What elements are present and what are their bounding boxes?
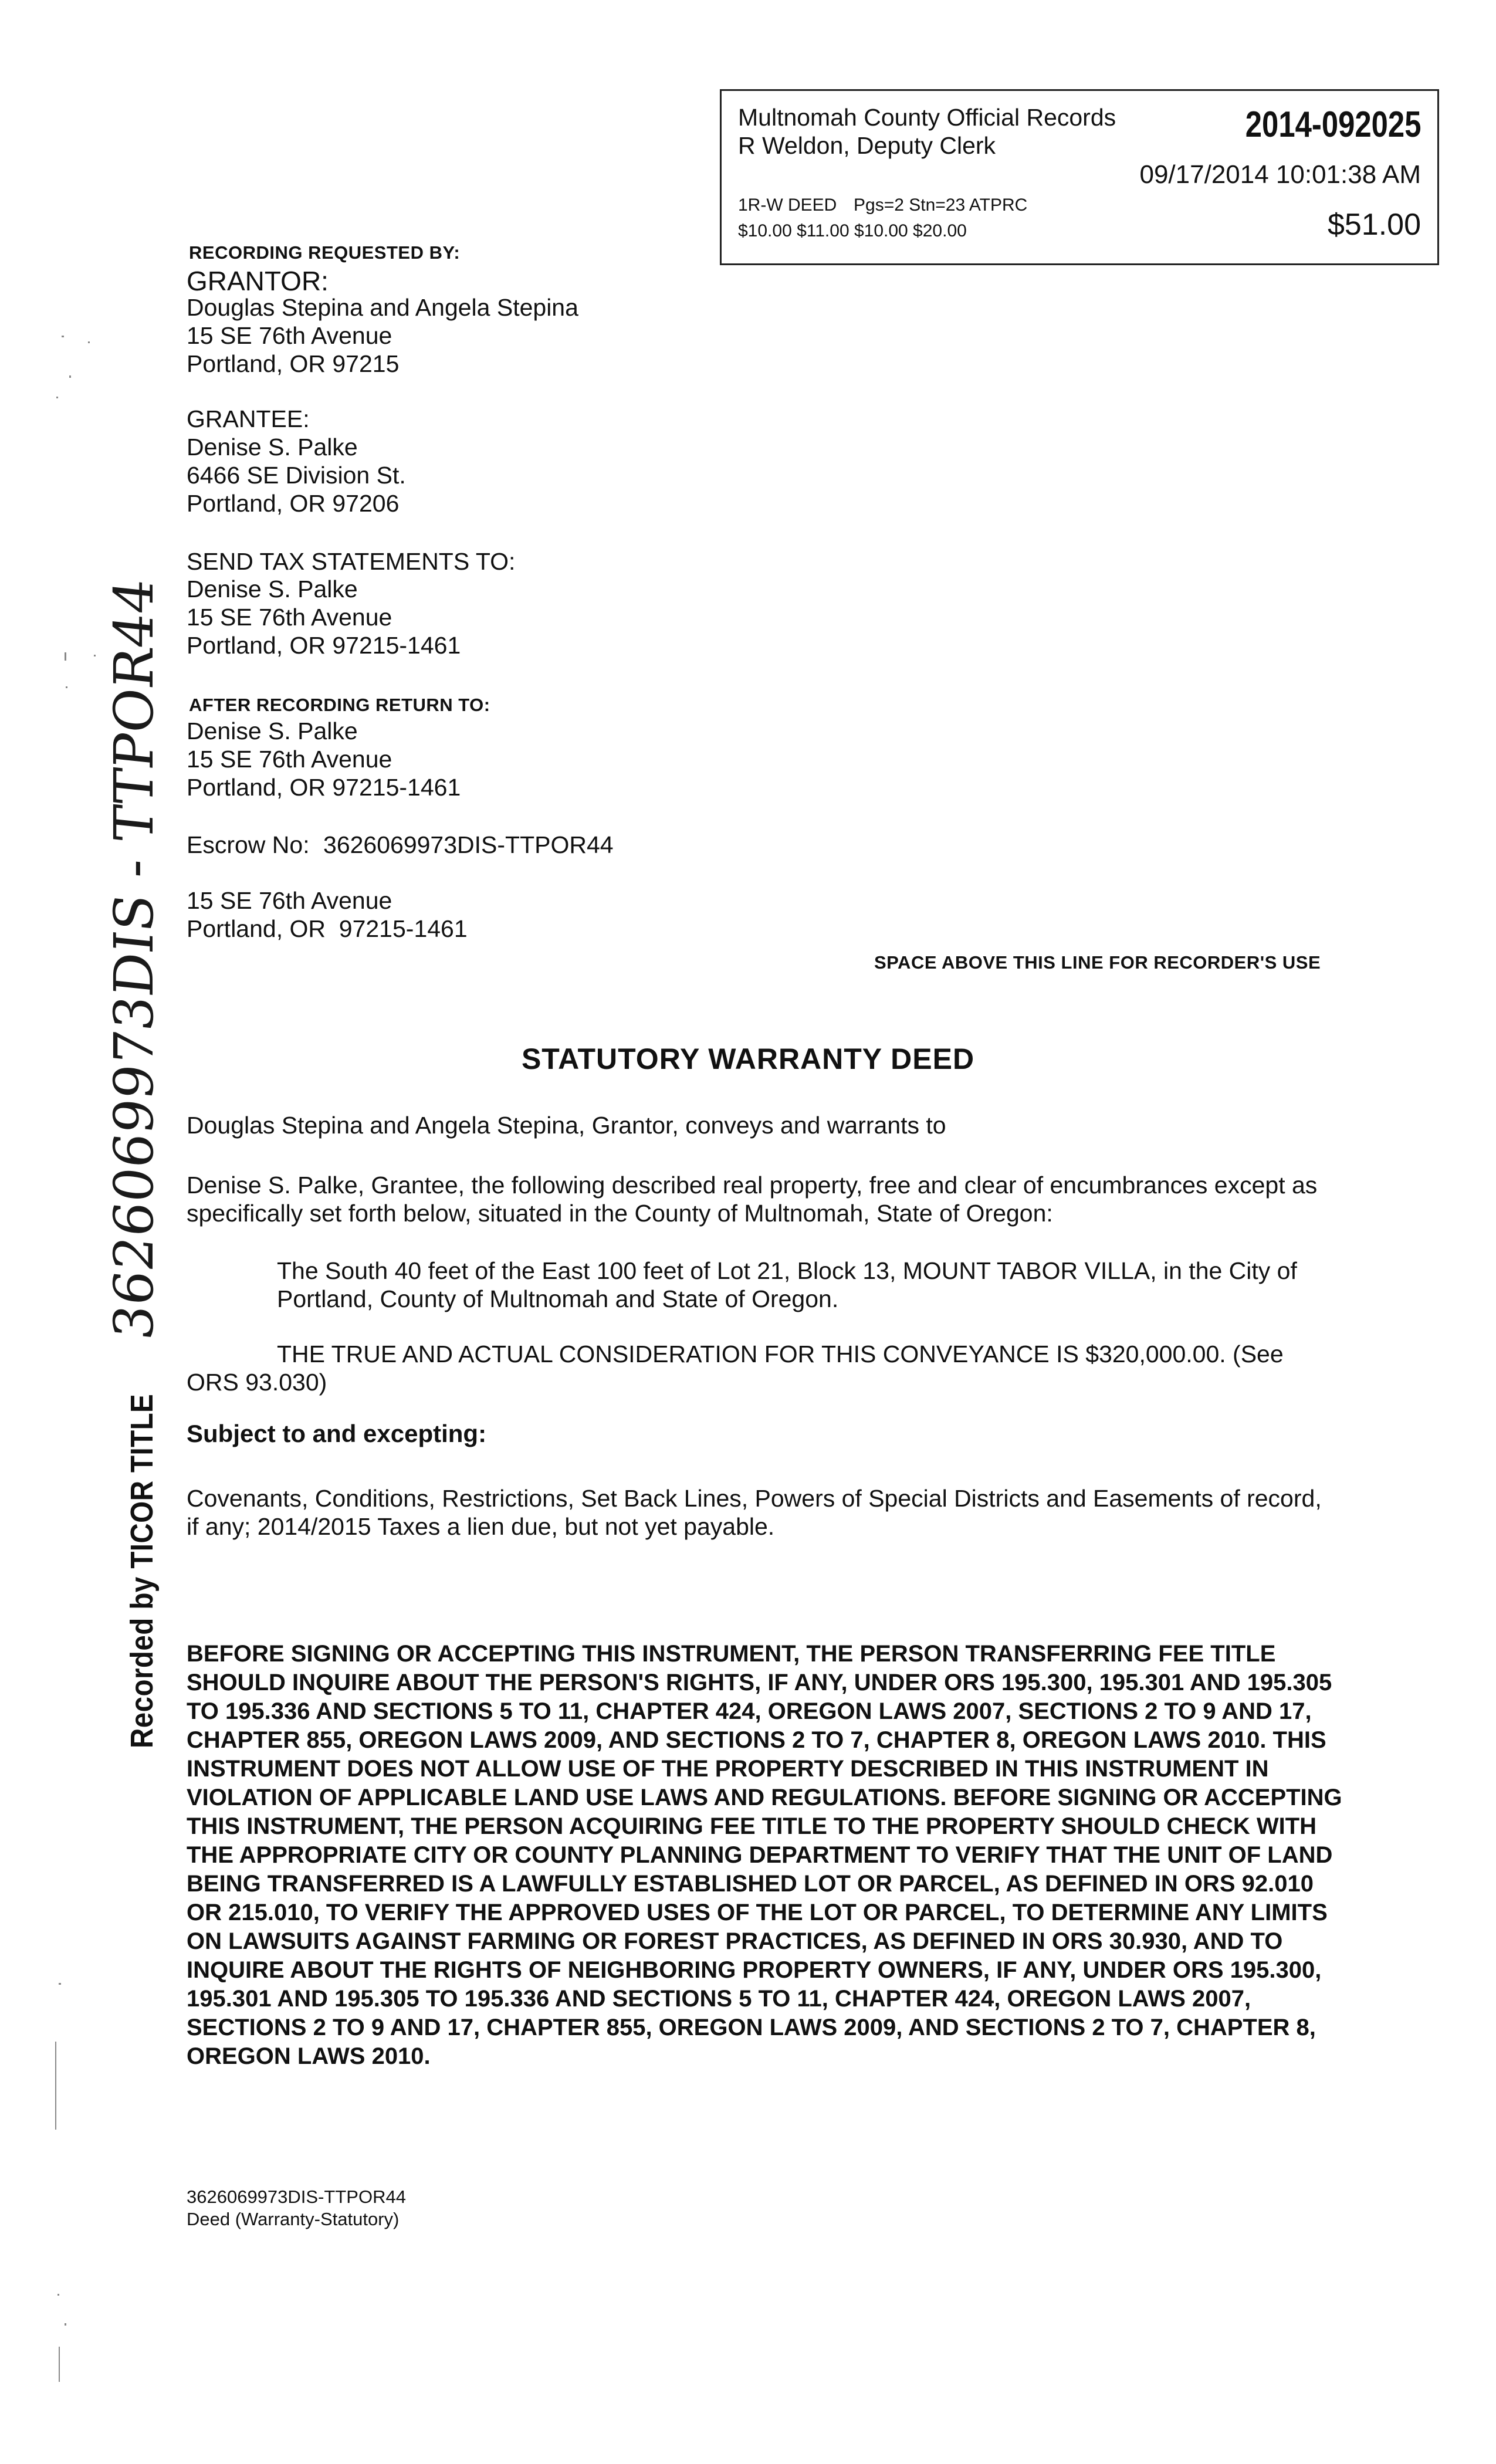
scan-mark bbox=[94, 655, 96, 656]
recording-stamp bbox=[720, 89, 1439, 265]
escrow-label: Escrow No: bbox=[187, 831, 310, 858]
return-to-heading: AFTER RECORDING RETURN TO: bbox=[189, 695, 490, 715]
statutory-notice: BEFORE SIGNING OR ACCEPTING THIS INSTRUMENT, THE PERSON TRANSFERRING FEE TITLE SHOULD INQUIRE ABOUT THE PERSON'S RIGHTS, IF ANY, UNDER ORS 195.300, 195.301 AND 195.305 TO 195.336 AND SECTIONS 5 TO 11, CHAPTER 424, OREGON LAWS 2007, SECTIONS 2 TO 9 AND 17, CHAPTER 855, OREGON LAWS 2009, AND SECTIONS 2 TO 7, CHAPTER 8, OREGON LAWS 2010. THIS INSTRUMENT DOES NOT ALLOW USE OF THE PROPERTY DESCRIBED IN THIS INSTRUMENT IN VIOLATION OF APPLICABLE LAND USE LAWS AND REGULATIONS. BEFORE SIGNING OR ACCEPTING THIS INSTRUMENT, THE PERSON ACQUIRING FEE TITLE TO THE PROPERTY SHOULD CHECK WITH THE APPROPRIATE CITY OR COUNTY PLANNING DEPARTMENT TO VERIFY THAT THE UNIT OF LAND BEING TRANSFERRED IS A LAWFULLY ESTABLISHED LOT OR PARCEL, AS DEFINED IN ORS 92.010 OR 215.010, TO VERIFY THE APPROVED USES OF THE LOT OR PARCEL, TO DETERMINE ANY LIMITS ON LAWSUITS AGAINST FARMING OR FOREST PRACTICES, AS DEFINED IN ORS 30.930, AND TO INQUIRE ABOUT THE RIGHTS OF NEIGHBORING PROPERTY OWNERS, IF ANY, UNDER ORS 195.300, 195.301 AND 195.305 TO 195.336 AND SECTIONS 5 TO 11, CHAPTER 424, OREGON LAWS 2007, SECTIONS 2 TO 9 AND 17, CHAPTER 855, OREGON LAWS 2009, AND SECTIONS 2 TO 7, CHAPTER 8, OREGON LAWS 2010. bbox=[187, 1641, 1342, 2069]
legal-description: The South 40 feet of the East 100 feet of Lot 21, Block 13, MOUNT TABOR VILLA, in the City of Portland, County of Multnomah and State of Oregon. bbox=[277, 1257, 1297, 1312]
grantor-street: 15 SE 76th Avenue bbox=[187, 322, 392, 349]
tax-statements-name: Denise S. Palke bbox=[187, 576, 358, 603]
handwritten-escrow-number: 3626069973DIS - TTPOR44 bbox=[103, 576, 165, 1343]
return-to-street: 15 SE 76th Avenue bbox=[187, 746, 392, 773]
recording-datetime: 09/17/2014 10:01:38 AM bbox=[1139, 160, 1421, 189]
ticor-title-stamp: Recorded by TICOR TITLE bbox=[124, 1393, 160, 1748]
conveyance-clause: Douglas Stepina and Angela Stepina, Grantor, conveys and warrants to bbox=[187, 1112, 946, 1139]
scan-mark bbox=[65, 2323, 66, 2326]
recorder-space-note: SPACE ABOVE THIS LINE FOR RECORDER'S USE bbox=[874, 952, 1321, 973]
deed-title: STATUTORY WARRANTY DEED bbox=[521, 1043, 975, 1075]
scan-mark bbox=[57, 2294, 59, 2296]
document-type: 1R-W DEED bbox=[738, 195, 837, 215]
recording-requested-heading: RECORDING REQUESTED BY: bbox=[189, 242, 461, 263]
grantee-city: Portland, OR 97206 bbox=[187, 490, 400, 517]
grantor-label: GRANTOR: bbox=[187, 266, 329, 296]
scan-mark bbox=[56, 397, 58, 398]
tax-statements-street: 15 SE 76th Avenue bbox=[187, 604, 392, 631]
document-number: 2014-092025 bbox=[1245, 104, 1421, 145]
recording-clerk: R Weldon, Deputy Clerk bbox=[738, 132, 996, 159]
scan-mark bbox=[69, 375, 71, 378]
footer-form-name: Deed (Warranty-Statutory) bbox=[187, 2209, 400, 2229]
scan-mark bbox=[59, 2347, 60, 2382]
tax-statements-label: SEND TAX STATEMENTS TO: bbox=[187, 548, 516, 575]
grantor-name: Douglas Stepina and Angela Stepina bbox=[187, 294, 578, 321]
grantor-city: Portland, OR 97215 bbox=[187, 350, 400, 377]
grantee-name: Denise S. Palke bbox=[187, 434, 358, 461]
recording-office: Multnomah County Official Records bbox=[738, 104, 1116, 131]
grantee-street: 6466 SE Division St. bbox=[187, 462, 406, 489]
escrow-line bbox=[187, 831, 614, 859]
scan-mark bbox=[65, 652, 66, 661]
escrow-number: 3626069973DIS-TTPOR44 bbox=[323, 831, 614, 858]
scan-mark bbox=[55, 2042, 56, 2130]
total-fee: $51.00 bbox=[1327, 208, 1421, 242]
subject-heading: Subject to and excepting: bbox=[187, 1420, 487, 1447]
escrow-street: 15 SE 76th Avenue bbox=[187, 887, 392, 914]
scan-mark bbox=[59, 1983, 61, 1985]
side-recording-stamp bbox=[103, 576, 165, 1748]
return-to-name: Denise S. Palke bbox=[187, 717, 358, 744]
grantee-clause: Denise S. Palke, Grantee, the following described real property, free and clear of encumbrances except as specifically set forth below, situated in the County of Multnomah, State of Oregon: bbox=[187, 1172, 1318, 1227]
consideration-statement: THE TRUE AND ACTUAL CONSIDERATION FOR THIS CONVEYANCE IS $320,000.00. (See ORS 93.030) bbox=[187, 1341, 1284, 1396]
page-count: Pgs=2 Stn=23 ATPRC bbox=[854, 195, 1028, 215]
scan-mark bbox=[88, 341, 90, 343]
return-to-city: Portland, OR 97215-1461 bbox=[187, 774, 461, 801]
fee-breakdown: $10.00 $11.00 $10.00 $20.00 bbox=[738, 221, 967, 241]
escrow-city: Portland, OR 97215-1461 bbox=[187, 915, 468, 942]
scan-mark bbox=[62, 336, 64, 337]
exceptions-text: Covenants, Conditions, Restrictions, Set Back Lines, Powers of Special Districts and Easements of record, if any; 2014/2015 Taxes a lien due, but not yet payable. bbox=[187, 1485, 1322, 1540]
tax-statements-city: Portland, OR 97215-1461 bbox=[187, 632, 461, 659]
footer-file-number: 3626069973DIS-TTPOR44 bbox=[187, 2187, 406, 2207]
grantee-label: GRANTEE: bbox=[187, 405, 310, 432]
scan-mark bbox=[66, 686, 67, 688]
